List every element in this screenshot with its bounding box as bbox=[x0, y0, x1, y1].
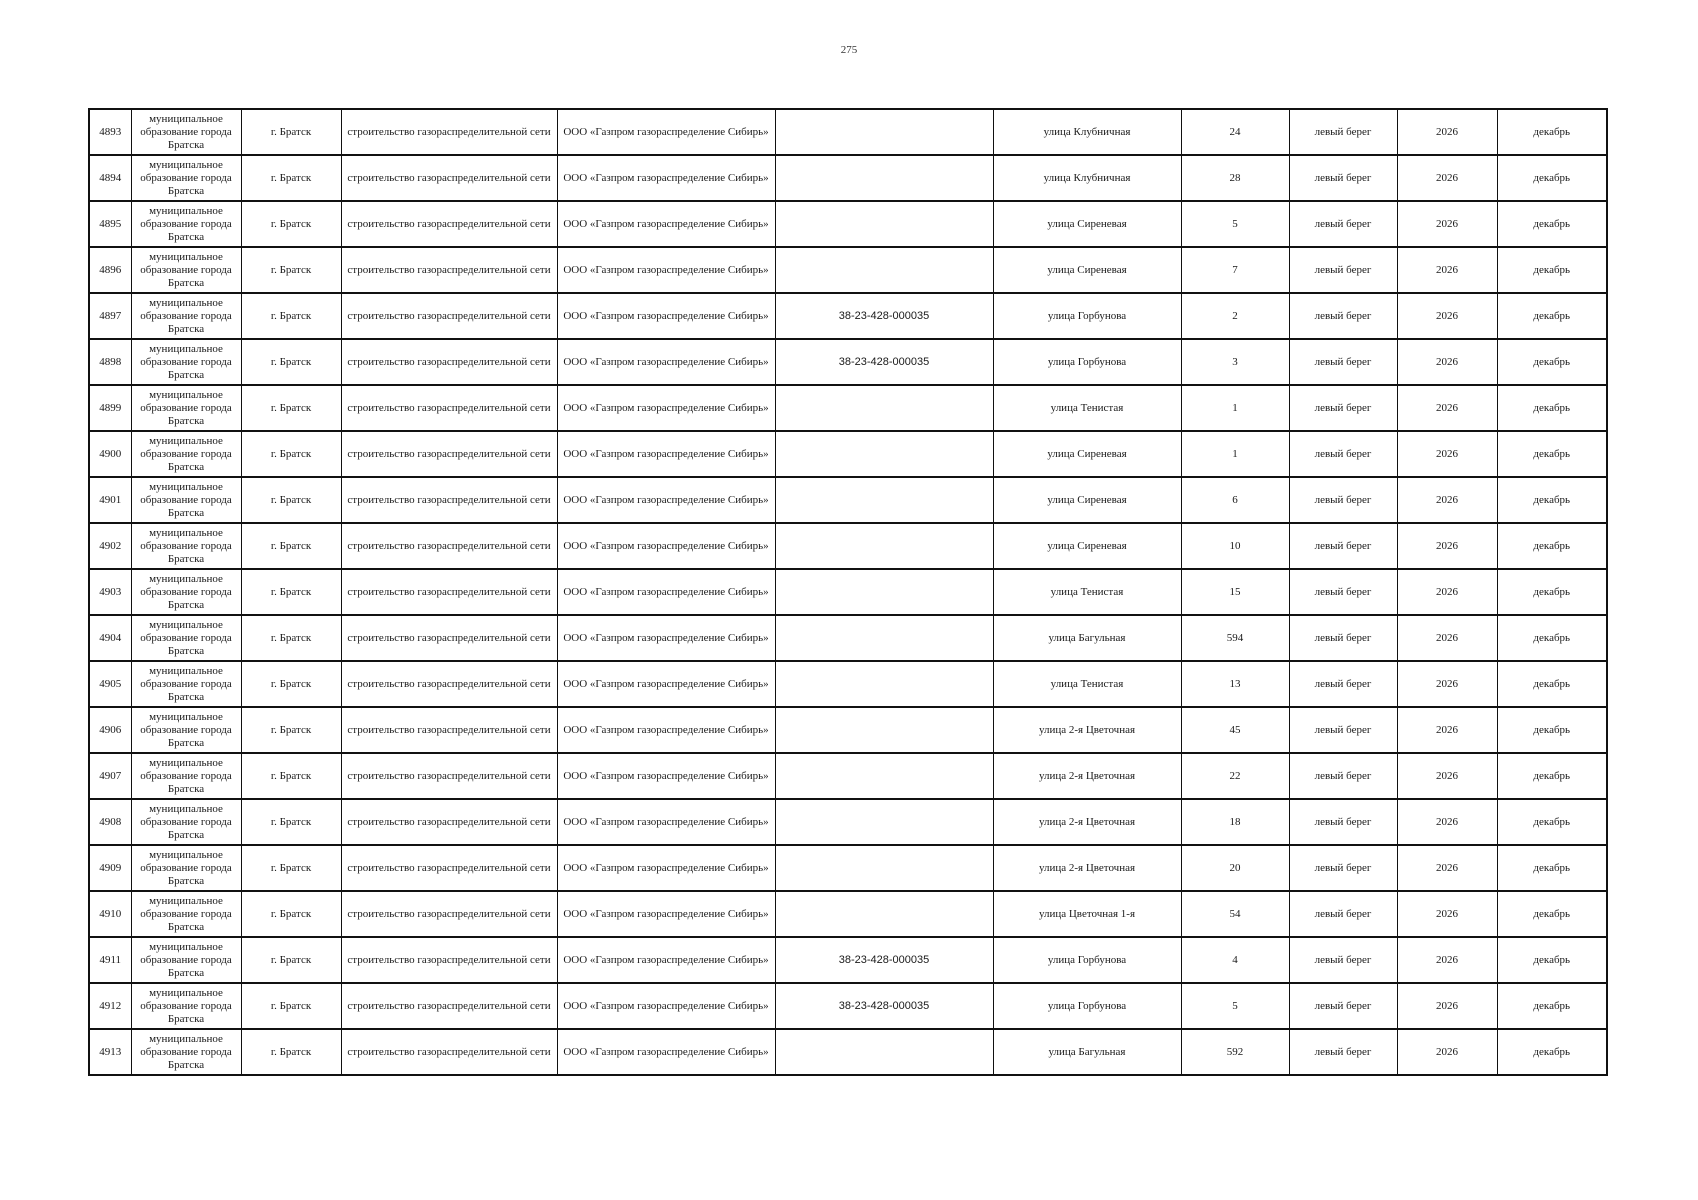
table-row bbox=[89, 707, 1607, 753]
table-row bbox=[89, 201, 1607, 247]
city-cell: г. Братск bbox=[241, 431, 341, 477]
street-cell: улица 2-я Цветочная bbox=[993, 845, 1181, 891]
year-cell: 2026 bbox=[1397, 339, 1497, 385]
street-cell: улица Тенистая bbox=[993, 569, 1181, 615]
street-cell: улица Тенистая bbox=[993, 385, 1181, 431]
municipality-cell: муниципальное образование города Братска bbox=[131, 1029, 241, 1075]
house-number-cell: 4 bbox=[1181, 937, 1289, 983]
cadastral-quarter-cell bbox=[775, 661, 993, 707]
river-bank-cell: левый берег bbox=[1289, 1029, 1397, 1075]
cadastral-quarter-cell bbox=[775, 707, 993, 753]
work-type-cell: строительство газораспределительной сети bbox=[341, 799, 557, 845]
table-row bbox=[89, 339, 1607, 385]
month-cell: декабрь bbox=[1497, 155, 1607, 201]
year-cell: 2026 bbox=[1397, 937, 1497, 983]
work-type-cell: строительство газораспределительной сети bbox=[341, 661, 557, 707]
row-number-cell: 4893 bbox=[89, 109, 131, 155]
row-number-cell: 4910 bbox=[89, 891, 131, 937]
city-cell: г. Братск bbox=[241, 1029, 341, 1075]
organization-cell: ООО «Газпром газораспределение Сибирь» bbox=[557, 799, 775, 845]
house-number-cell: 18 bbox=[1181, 799, 1289, 845]
river-bank-cell: левый берег bbox=[1289, 477, 1397, 523]
cadastral-quarter-cell bbox=[775, 523, 993, 569]
house-number-cell: 5 bbox=[1181, 983, 1289, 1029]
river-bank-cell: левый берег bbox=[1289, 339, 1397, 385]
organization-cell: ООО «Газпром газораспределение Сибирь» bbox=[557, 523, 775, 569]
month-cell: декабрь bbox=[1497, 569, 1607, 615]
table-row bbox=[89, 937, 1607, 983]
table-row bbox=[89, 293, 1607, 339]
row-number-cell: 4908 bbox=[89, 799, 131, 845]
month-cell: декабрь bbox=[1497, 707, 1607, 753]
year-cell: 2026 bbox=[1397, 293, 1497, 339]
month-cell: декабрь bbox=[1497, 339, 1607, 385]
cadastral-quarter-cell bbox=[775, 247, 993, 293]
municipality-cell: муниципальное образование города Братска bbox=[131, 569, 241, 615]
organization-cell: ООО «Газпром газораспределение Сибирь» bbox=[557, 983, 775, 1029]
organization-cell: ООО «Газпром газораспределение Сибирь» bbox=[557, 1029, 775, 1075]
house-number-cell: 15 bbox=[1181, 569, 1289, 615]
house-number-cell: 13 bbox=[1181, 661, 1289, 707]
city-cell: г. Братск bbox=[241, 293, 341, 339]
table-row bbox=[89, 891, 1607, 937]
month-cell: декабрь bbox=[1497, 753, 1607, 799]
month-cell: декабрь bbox=[1497, 293, 1607, 339]
house-number-cell: 1 bbox=[1181, 385, 1289, 431]
river-bank-cell: левый берег bbox=[1289, 155, 1397, 201]
work-type-cell: строительство газораспределительной сети bbox=[341, 891, 557, 937]
city-cell: г. Братск bbox=[241, 109, 341, 155]
year-cell: 2026 bbox=[1397, 477, 1497, 523]
work-type-cell: строительство газораспределительной сети bbox=[341, 983, 557, 1029]
work-type-cell: строительство газораспределительной сети bbox=[341, 753, 557, 799]
table-row bbox=[89, 661, 1607, 707]
table-row bbox=[89, 569, 1607, 615]
municipality-cell: муниципальное образование города Братска bbox=[131, 339, 241, 385]
year-cell: 2026 bbox=[1397, 201, 1497, 247]
row-number-cell: 4898 bbox=[89, 339, 131, 385]
year-cell: 2026 bbox=[1397, 431, 1497, 477]
city-cell: г. Братск bbox=[241, 523, 341, 569]
work-type-cell: строительство газораспределительной сети bbox=[341, 201, 557, 247]
street-cell: улица 2-я Цветочная bbox=[993, 707, 1181, 753]
municipality-cell: муниципальное образование города Братска bbox=[131, 523, 241, 569]
cadastral-quarter-cell bbox=[775, 385, 993, 431]
city-cell: г. Братск bbox=[241, 707, 341, 753]
street-cell: улица Клубничная bbox=[993, 155, 1181, 201]
cadastral-quarter-cell bbox=[775, 109, 993, 155]
city-cell: г. Братск bbox=[241, 155, 341, 201]
cadastral-quarter-cell bbox=[775, 799, 993, 845]
month-cell: декабрь bbox=[1497, 615, 1607, 661]
row-number-cell: 4899 bbox=[89, 385, 131, 431]
house-number-cell: 2 bbox=[1181, 293, 1289, 339]
table-row bbox=[89, 431, 1607, 477]
work-type-cell: строительство газораспределительной сети bbox=[341, 339, 557, 385]
cadastral-quarter-cell bbox=[775, 891, 993, 937]
city-cell: г. Братск bbox=[241, 891, 341, 937]
work-type-cell: строительство газораспределительной сети bbox=[341, 937, 557, 983]
city-cell: г. Братск bbox=[241, 661, 341, 707]
municipality-cell: муниципальное образование города Братска bbox=[131, 247, 241, 293]
work-type-cell: строительство газораспределительной сети bbox=[341, 431, 557, 477]
cadastral-quarter-cell bbox=[775, 615, 993, 661]
house-number-cell: 22 bbox=[1181, 753, 1289, 799]
work-type-cell: строительство газораспределительной сети bbox=[341, 845, 557, 891]
row-number-cell: 4897 bbox=[89, 293, 131, 339]
municipality-cell: муниципальное образование города Братска bbox=[131, 477, 241, 523]
city-cell: г. Братск bbox=[241, 477, 341, 523]
river-bank-cell: левый берег bbox=[1289, 983, 1397, 1029]
month-cell: декабрь bbox=[1497, 247, 1607, 293]
street-cell: улица Сиреневая bbox=[993, 431, 1181, 477]
year-cell: 2026 bbox=[1397, 569, 1497, 615]
cadastral-quarter-cell bbox=[775, 431, 993, 477]
month-cell: декабрь bbox=[1497, 201, 1607, 247]
year-cell: 2026 bbox=[1397, 247, 1497, 293]
house-number-cell: 54 bbox=[1181, 891, 1289, 937]
work-type-cell: строительство газораспределительной сети bbox=[341, 477, 557, 523]
municipality-cell: муниципальное образование города Братска bbox=[131, 891, 241, 937]
street-cell: улица Багульная bbox=[993, 615, 1181, 661]
river-bank-cell: левый берег bbox=[1289, 891, 1397, 937]
year-cell: 2026 bbox=[1397, 891, 1497, 937]
river-bank-cell: левый берег bbox=[1289, 799, 1397, 845]
city-cell: г. Братск bbox=[241, 753, 341, 799]
month-cell: декабрь bbox=[1497, 891, 1607, 937]
city-cell: г. Братск bbox=[241, 845, 341, 891]
table-row bbox=[89, 845, 1607, 891]
table-row bbox=[89, 385, 1607, 431]
year-cell: 2026 bbox=[1397, 109, 1497, 155]
river-bank-cell: левый берег bbox=[1289, 661, 1397, 707]
house-number-cell: 3 bbox=[1181, 339, 1289, 385]
river-bank-cell: левый берег bbox=[1289, 753, 1397, 799]
work-type-cell: строительство газораспределительной сети bbox=[341, 385, 557, 431]
cadastral-quarter-cell bbox=[775, 1029, 993, 1075]
organization-cell: ООО «Газпром газораспределение Сибирь» bbox=[557, 339, 775, 385]
year-cell: 2026 bbox=[1397, 1029, 1497, 1075]
month-cell: декабрь bbox=[1497, 109, 1607, 155]
table-row bbox=[89, 523, 1607, 569]
city-cell: г. Братск bbox=[241, 937, 341, 983]
work-type-cell: строительство газораспределительной сети bbox=[341, 707, 557, 753]
municipality-cell: муниципальное образование города Братска bbox=[131, 799, 241, 845]
work-type-cell: строительство газораспределительной сети bbox=[341, 523, 557, 569]
city-cell: г. Братск bbox=[241, 385, 341, 431]
work-type-cell: строительство газораспределительной сети bbox=[341, 293, 557, 339]
work-type-cell: строительство газораспределительной сети bbox=[341, 109, 557, 155]
municipality-cell: муниципальное образование города Братска bbox=[131, 845, 241, 891]
municipality-cell: муниципальное образование города Братска bbox=[131, 983, 241, 1029]
city-cell: г. Братск bbox=[241, 983, 341, 1029]
row-number-cell: 4905 bbox=[89, 661, 131, 707]
river-bank-cell: левый берег bbox=[1289, 845, 1397, 891]
year-cell: 2026 bbox=[1397, 155, 1497, 201]
month-cell: декабрь bbox=[1497, 477, 1607, 523]
row-number-cell: 4900 bbox=[89, 431, 131, 477]
month-cell: декабрь bbox=[1497, 385, 1607, 431]
gasification-register-table bbox=[88, 108, 1608, 1076]
municipality-cell: муниципальное образование города Братска bbox=[131, 431, 241, 477]
work-type-cell: строительство газораспределительной сети bbox=[341, 155, 557, 201]
row-number-cell: 4912 bbox=[89, 983, 131, 1029]
organization-cell: ООО «Газпром газораспределение Сибирь» bbox=[557, 293, 775, 339]
street-cell: улица Горбунова bbox=[993, 937, 1181, 983]
street-cell: улица Сиреневая bbox=[993, 247, 1181, 293]
house-number-cell: 594 bbox=[1181, 615, 1289, 661]
organization-cell: ООО «Газпром газораспределение Сибирь» bbox=[557, 247, 775, 293]
street-cell: улица Багульная bbox=[993, 1029, 1181, 1075]
city-cell: г. Братск bbox=[241, 201, 341, 247]
river-bank-cell: левый берег bbox=[1289, 385, 1397, 431]
work-type-cell: строительство газораспределительной сети bbox=[341, 569, 557, 615]
row-number-cell: 4911 bbox=[89, 937, 131, 983]
house-number-cell: 45 bbox=[1181, 707, 1289, 753]
row-number-cell: 4906 bbox=[89, 707, 131, 753]
year-cell: 2026 bbox=[1397, 661, 1497, 707]
year-cell: 2026 bbox=[1397, 707, 1497, 753]
house-number-cell: 1 bbox=[1181, 431, 1289, 477]
year-cell: 2026 bbox=[1397, 983, 1497, 1029]
table-row bbox=[89, 109, 1607, 155]
page-number: 275 bbox=[840, 44, 858, 56]
organization-cell: ООО «Газпром газораспределение Сибирь» bbox=[557, 937, 775, 983]
table-row bbox=[89, 247, 1607, 293]
street-cell: улица Сиреневая bbox=[993, 477, 1181, 523]
row-number-cell: 4895 bbox=[89, 201, 131, 247]
river-bank-cell: левый берег bbox=[1289, 201, 1397, 247]
city-cell: г. Братск bbox=[241, 247, 341, 293]
month-cell: декабрь bbox=[1497, 937, 1607, 983]
work-type-cell: строительство газораспределительной сети bbox=[341, 1029, 557, 1075]
house-number-cell: 10 bbox=[1181, 523, 1289, 569]
cadastral-quarter-cell bbox=[775, 753, 993, 799]
city-cell: г. Братск bbox=[241, 569, 341, 615]
month-cell: декабрь bbox=[1497, 845, 1607, 891]
river-bank-cell: левый берег bbox=[1289, 615, 1397, 661]
city-cell: г. Братск bbox=[241, 799, 341, 845]
organization-cell: ООО «Газпром газораспределение Сибирь» bbox=[557, 845, 775, 891]
street-cell: улица Цветочная 1-я bbox=[993, 891, 1181, 937]
municipality-cell: муниципальное образование города Братска bbox=[131, 385, 241, 431]
cadastral-quarter-cell bbox=[775, 201, 993, 247]
table-row bbox=[89, 983, 1607, 1029]
month-cell: декабрь bbox=[1497, 983, 1607, 1029]
work-type-cell: строительство газораспределительной сети bbox=[341, 247, 557, 293]
street-cell: улица Горбунова bbox=[993, 983, 1181, 1029]
year-cell: 2026 bbox=[1397, 615, 1497, 661]
house-number-cell: 20 bbox=[1181, 845, 1289, 891]
river-bank-cell: левый берег bbox=[1289, 293, 1397, 339]
river-bank-cell: левый берег bbox=[1289, 247, 1397, 293]
organization-cell: ООО «Газпром газораспределение Сибирь» bbox=[557, 431, 775, 477]
house-number-cell: 592 bbox=[1181, 1029, 1289, 1075]
month-cell: декабрь bbox=[1497, 523, 1607, 569]
row-number-cell: 4901 bbox=[89, 477, 131, 523]
municipality-cell: муниципальное образование города Братска bbox=[131, 109, 241, 155]
cadastral-quarter-cell bbox=[775, 155, 993, 201]
cadastral-quarter-cell bbox=[775, 569, 993, 615]
organization-cell: ООО «Газпром газораспределение Сибирь» bbox=[557, 661, 775, 707]
cadastral-quarter-cell: 38-23-428-000035 bbox=[775, 293, 993, 339]
table-row bbox=[89, 1029, 1607, 1075]
table-row bbox=[89, 615, 1607, 661]
row-number-cell: 4903 bbox=[89, 569, 131, 615]
house-number-cell: 5 bbox=[1181, 201, 1289, 247]
street-cell: улица 2-я Цветочная bbox=[993, 799, 1181, 845]
row-number-cell: 4896 bbox=[89, 247, 131, 293]
municipality-cell: муниципальное образование города Братска bbox=[131, 937, 241, 983]
municipality-cell: муниципальное образование города Братска bbox=[131, 615, 241, 661]
year-cell: 2026 bbox=[1397, 523, 1497, 569]
organization-cell: ООО «Газпром газораспределение Сибирь» bbox=[557, 753, 775, 799]
municipality-cell: муниципальное образование города Братска bbox=[131, 707, 241, 753]
house-number-cell: 28 bbox=[1181, 155, 1289, 201]
organization-cell: ООО «Газпром газораспределение Сибирь» bbox=[557, 155, 775, 201]
cadastral-quarter-cell: 38-23-428-000035 bbox=[775, 937, 993, 983]
organization-cell: ООО «Газпром газораспределение Сибирь» bbox=[557, 891, 775, 937]
month-cell: декабрь bbox=[1497, 431, 1607, 477]
row-number-cell: 4913 bbox=[89, 1029, 131, 1075]
river-bank-cell: левый берег bbox=[1289, 707, 1397, 753]
river-bank-cell: левый берег bbox=[1289, 431, 1397, 477]
year-cell: 2026 bbox=[1397, 845, 1497, 891]
municipality-cell: муниципальное образование города Братска bbox=[131, 753, 241, 799]
organization-cell: ООО «Газпром газораспределение Сибирь» bbox=[557, 615, 775, 661]
organization-cell: ООО «Газпром газораспределение Сибирь» bbox=[557, 477, 775, 523]
organization-cell: ООО «Газпром газораспределение Сибирь» bbox=[557, 707, 775, 753]
row-number-cell: 4904 bbox=[89, 615, 131, 661]
street-cell: улица Сиреневая bbox=[993, 523, 1181, 569]
year-cell: 2026 bbox=[1397, 799, 1497, 845]
house-number-cell: 7 bbox=[1181, 247, 1289, 293]
city-cell: г. Братск bbox=[241, 615, 341, 661]
street-cell: улица Тенистая bbox=[993, 661, 1181, 707]
house-number-cell: 24 bbox=[1181, 109, 1289, 155]
cadastral-quarter-cell: 38-23-428-000035 bbox=[775, 983, 993, 1029]
organization-cell: ООО «Газпром газораспределение Сибирь» bbox=[557, 569, 775, 615]
year-cell: 2026 bbox=[1397, 385, 1497, 431]
street-cell: улица Сиреневая bbox=[993, 201, 1181, 247]
year-cell: 2026 bbox=[1397, 753, 1497, 799]
cadastral-quarter-cell: 38-23-428-000035 bbox=[775, 339, 993, 385]
organization-cell: ООО «Газпром газораспределение Сибирь» bbox=[557, 201, 775, 247]
organization-cell: ООО «Газпром газораспределение Сибирь» bbox=[557, 385, 775, 431]
month-cell: декабрь bbox=[1497, 799, 1607, 845]
row-number-cell: 4907 bbox=[89, 753, 131, 799]
municipality-cell: муниципальное образование города Братска bbox=[131, 661, 241, 707]
municipality-cell: муниципальное образование города Братска bbox=[131, 201, 241, 247]
table-row bbox=[89, 155, 1607, 201]
river-bank-cell: левый берег bbox=[1289, 523, 1397, 569]
street-cell: улица Горбунова bbox=[993, 293, 1181, 339]
house-number-cell: 6 bbox=[1181, 477, 1289, 523]
river-bank-cell: левый берег bbox=[1289, 937, 1397, 983]
municipality-cell: муниципальное образование города Братска bbox=[131, 155, 241, 201]
cadastral-quarter-cell bbox=[775, 845, 993, 891]
cadastral-quarter-cell bbox=[775, 477, 993, 523]
organization-cell: ООО «Газпром газораспределение Сибирь» bbox=[557, 109, 775, 155]
work-type-cell: строительство газораспределительной сети bbox=[341, 615, 557, 661]
month-cell: декабрь bbox=[1497, 661, 1607, 707]
table-row bbox=[89, 799, 1607, 845]
month-cell: декабрь bbox=[1497, 1029, 1607, 1075]
row-number-cell: 4894 bbox=[89, 155, 131, 201]
street-cell: улица Клубничная bbox=[993, 109, 1181, 155]
street-cell: улица Горбунова bbox=[993, 339, 1181, 385]
row-number-cell: 4902 bbox=[89, 523, 131, 569]
river-bank-cell: левый берег bbox=[1289, 109, 1397, 155]
municipality-cell: муниципальное образование города Братска bbox=[131, 293, 241, 339]
table-row bbox=[89, 753, 1607, 799]
river-bank-cell: левый берег bbox=[1289, 569, 1397, 615]
row-number-cell: 4909 bbox=[89, 845, 131, 891]
table-row bbox=[89, 477, 1607, 523]
city-cell: г. Братск bbox=[241, 339, 341, 385]
street-cell: улица 2-я Цветочная bbox=[993, 753, 1181, 799]
